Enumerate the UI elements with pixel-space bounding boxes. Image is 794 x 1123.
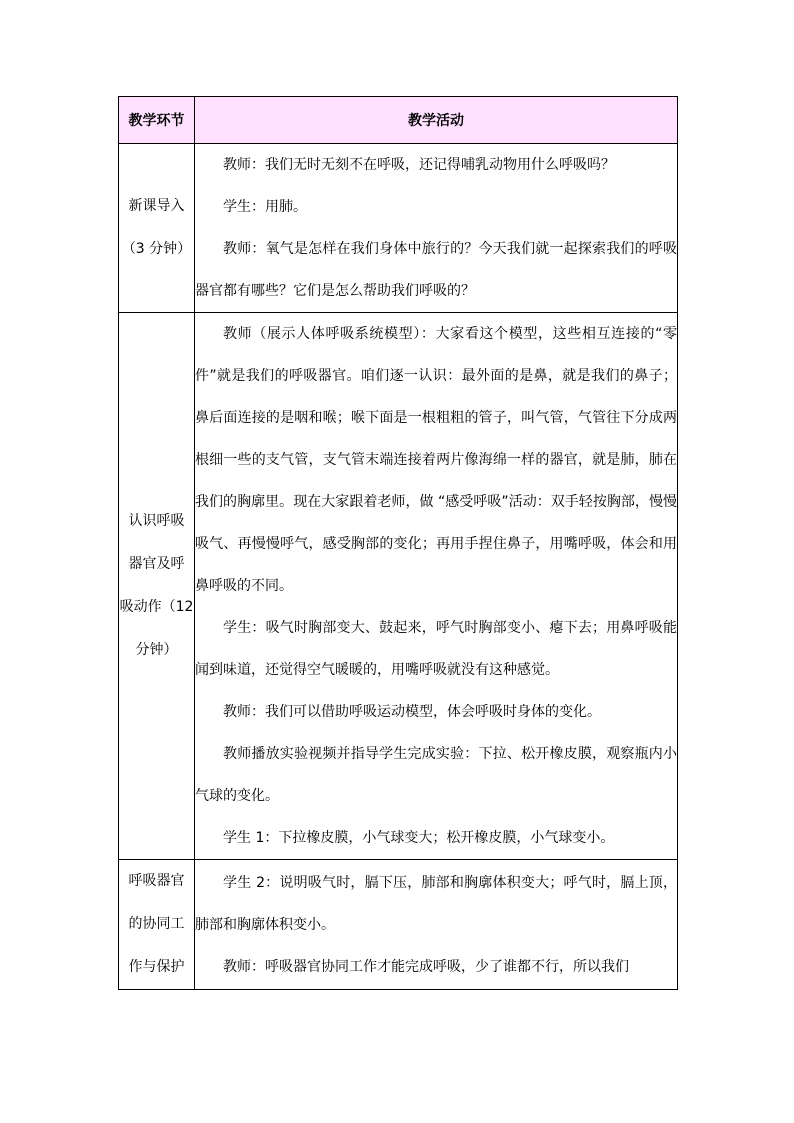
stage-label: 新课导入 <box>128 198 185 214</box>
stage-label: 器官及呼 <box>128 556 185 572</box>
table-row <box>119 860 678 990</box>
table-row <box>119 313 678 860</box>
stage-label: 认识呼吸 <box>128 513 185 529</box>
activity-paragraph: 教师播放实验视频并指导学生完成实验：下拉、松开橡皮膜，观察瓶内小气球的变化。 <box>195 746 677 804</box>
header-stage: 教学环节 <box>119 97 195 144</box>
activity-cell <box>195 313 678 860</box>
activity-paragraph: 学生 1：下拉橡皮膜，小气球变大；松开橡皮膜，小气球变小。 <box>223 830 615 846</box>
activity-paragraph: 教师：呼吸器官协同工作才能完成呼吸，少了谁都不行，所以我们 <box>223 958 629 975</box>
stage-duration: 分钟） <box>135 642 178 658</box>
activity-cell <box>195 860 678 990</box>
activity-paragraph: 教师（展示人体呼吸系统模型）：大家看这个模型，这些相互连接的“零件”就是我们的呼吸器官。咱们逐一认识：最外面的是鼻，就是我们的鼻子；鼻后面连接的是咽和喉；喉下面是一根粗粗的管子，叫气管，气管往下分成两根细一些的支气管，支气管末端连接着两片像海绵一样的器官，就是肺，肺在我们的胸廓里。现在大家跟着老师，做 “感受呼吸”活动：双手轻按胸部，慢慢吸气、再慢慢呼气，感受胸部的变化；再用手捏住鼻子，用嘴呼吸，体会和用鼻呼吸的不同。 <box>195 326 677 594</box>
table-row <box>119 144 678 313</box>
activity-paragraph: 教师：我们可以借助呼吸运动模型，体会呼吸时身体的变化。 <box>223 704 601 720</box>
stage-duration: （3 分钟） <box>121 241 192 257</box>
header-activity: 教学活动 <box>195 97 678 144</box>
stage-label: 作与保护 <box>128 959 185 975</box>
activity-paragraph: 教师：氧气是怎样在我们身体中旅行的？今天我们就一起探索我们的呼吸器官都有哪些？它们是怎么帮助我们呼吸的？ <box>195 241 677 299</box>
table-header-row <box>119 97 678 144</box>
activity-paragraph: 学生 2：说明吸气时，膈下压，肺部和胸廓体积变大；呼气时，膈上顶，肺部和胸廓体积变小。 <box>195 874 677 933</box>
stage-label: 吸动作（12 <box>119 599 194 615</box>
lesson-plan-table <box>118 96 678 990</box>
activity-paragraph: 教师：我们无时无刻不在呼吸，还记得哺乳动物用什么呼吸吗？ <box>223 157 615 173</box>
stage-cell <box>119 144 195 313</box>
stage-label: 的协同工 <box>128 916 185 932</box>
stage-cell <box>119 860 195 990</box>
stage-label: 呼吸器官 <box>128 873 185 889</box>
stage-cell <box>119 313 195 860</box>
activity-paragraph: 学生：吸气时胸部变大、鼓起来，呼气时胸部变小、瘪下去；用鼻呼吸能闻到味道，还觉得空气暖暖的，用嘴呼吸就没有这种感觉。 <box>195 620 677 678</box>
activity-paragraph: 学生：用肺。 <box>223 199 307 215</box>
activity-cell <box>195 144 678 313</box>
